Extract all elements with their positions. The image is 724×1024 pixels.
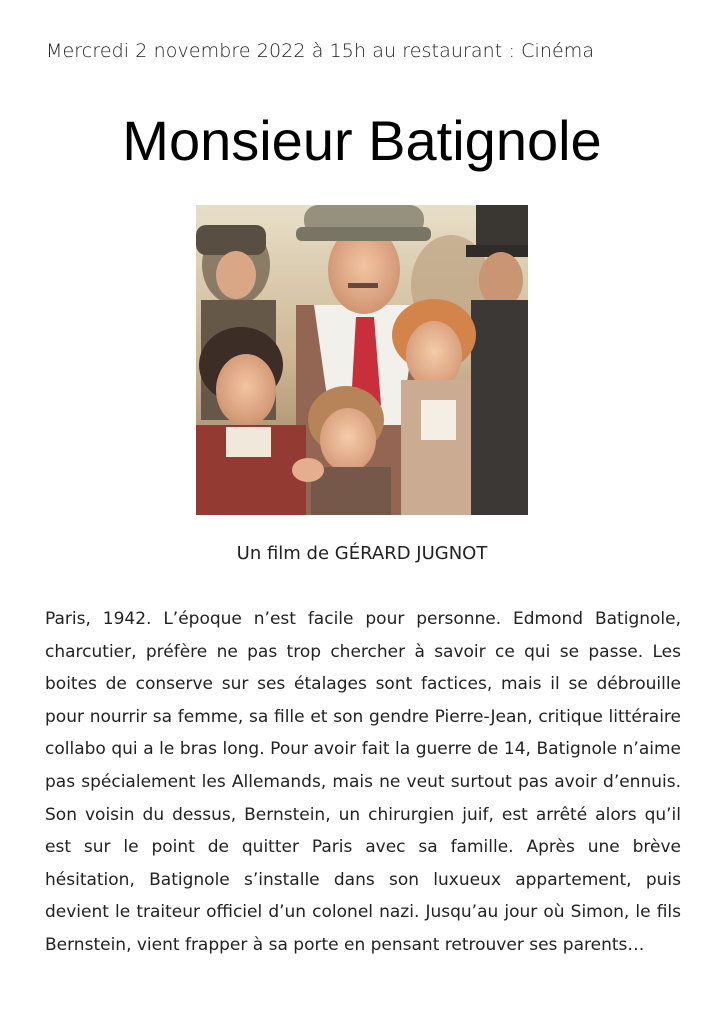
film-synopsis: Paris, 1942. L’époque n’est facile pour personne. Edmond Batignole, charcutier, préfère ne pas trop chercher à savoir ce qui se passe. Les boites de conserve sur ses étalages sont factices, mais il se débrouille pour nourrir sa femme, sa fille et son gendre Pierre-Jean, critique littéraire collabo qui a le bras long. Pour avoir fait la guerre de 14, Batignole n’aime pas spécialement les Allemands, mais ne veut surtout pas avoir d’ennuis. Son voisin du dessus, Bernstein, un chirurgien juif, est arrêté alors qu’il est sur le point de quitter Paris avec sa famille. Après une brève hésitation, Batignole s’installe dans son luxueux appartement, puis devient le traiteur officiel d’un colonel nazi. Jusqu’au jour où Simon, le fils Bernstein, vient frapper à sa porte en pensant retrouver ses parents… (45, 609, 681, 955)
event-announcement: Mercredi 2 novembre 2022 à 15h au restaurant : Cinéma (46, 40, 595, 62)
film-credit: Un film de GÉRARD JUGNOT (236, 543, 488, 564)
film-title: Monsieur Batignole (122, 109, 602, 172)
film-still-photo (196, 205, 528, 515)
